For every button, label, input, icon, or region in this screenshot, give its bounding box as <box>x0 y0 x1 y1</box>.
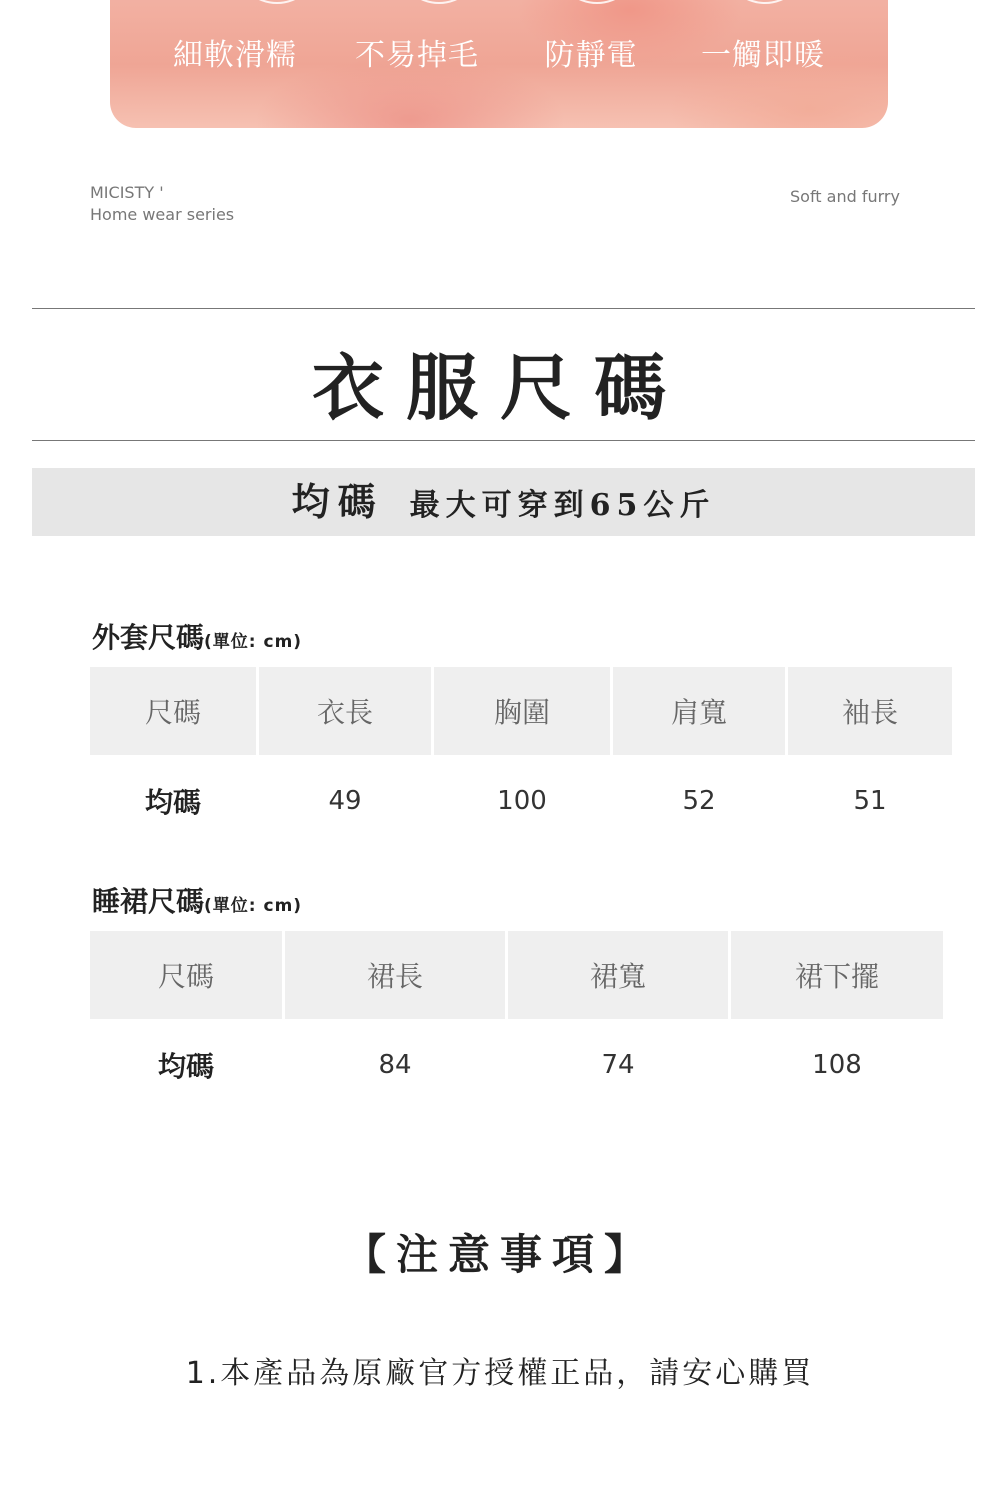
table-cell: 84 <box>378 1050 412 1080</box>
divider <box>32 440 975 441</box>
table-header-cell: 尺碼 <box>90 667 256 755</box>
table-header-cell: 尺碼 <box>90 931 282 1019</box>
table-cell: 108 <box>812 1050 862 1080</box>
table-header-cell: 裙長 <box>285 931 505 1019</box>
table-header-cell: 肩寬 <box>613 667 785 755</box>
dress-section-title <box>92 880 302 920</box>
table-cell: 100 <box>497 786 547 816</box>
table-row <box>90 1019 943 1111</box>
table-header-cell: 衣長 <box>259 667 431 755</box>
size-banner <box>32 468 975 536</box>
feature-circle-icon <box>396 0 482 4</box>
dress-size-table <box>87 931 946 1111</box>
jacket-size-table <box>87 667 955 847</box>
feature-circle-icon <box>554 0 640 4</box>
feature-label: 細軟滑糯 <box>173 38 297 73</box>
table-cell: 52 <box>682 786 716 816</box>
table-header-cell: 裙寬 <box>508 931 728 1019</box>
feature-label: 防靜電 <box>544 38 638 73</box>
unit-label: (單位: cm) <box>204 896 303 916</box>
section-title-text: 睡裙尺碼 <box>92 885 205 918</box>
tagline: Soft and furry <box>790 187 900 206</box>
feature-circle-icon <box>234 0 320 4</box>
size-label: 均碼 <box>291 479 384 524</box>
feature-label: 一觸即暖 <box>701 38 825 73</box>
table-header-cell: 袖長 <box>788 667 952 755</box>
table-header-row <box>90 931 943 1019</box>
table-cell: 均碼 <box>157 1050 214 1083</box>
table-header-row <box>90 667 952 755</box>
section-title-text: 外套尺碼 <box>92 621 205 654</box>
table-cell: 49 <box>328 786 362 816</box>
table-cell: 74 <box>601 1050 635 1080</box>
feature-label: 不易掉毛 <box>355 38 479 73</box>
notice-title: 【注意事項】 <box>343 1230 656 1279</box>
brand-series: Home wear series <box>90 205 235 224</box>
brand-name: MICISTY ' <box>90 183 164 202</box>
divider <box>32 308 975 309</box>
notice-item: 1.本產品為原廠官方授權正品，請安心購買 <box>185 1356 815 1391</box>
table-cell: 均碼 <box>144 786 201 819</box>
table-header-cell: 胸圍 <box>434 667 610 755</box>
table-row <box>90 755 952 847</box>
page-title: 衣服尺碼 <box>311 345 688 430</box>
feature-banner <box>110 0 888 128</box>
brand-block <box>90 182 234 226</box>
table-header-cell: 裙下擺 <box>731 931 943 1019</box>
size-note: 最大可穿到65公斤 <box>409 488 716 523</box>
feature-circle-icon <box>722 0 808 4</box>
unit-label: (單位: cm) <box>204 632 303 652</box>
jacket-section-title <box>92 616 302 656</box>
table-cell: 51 <box>853 786 887 816</box>
